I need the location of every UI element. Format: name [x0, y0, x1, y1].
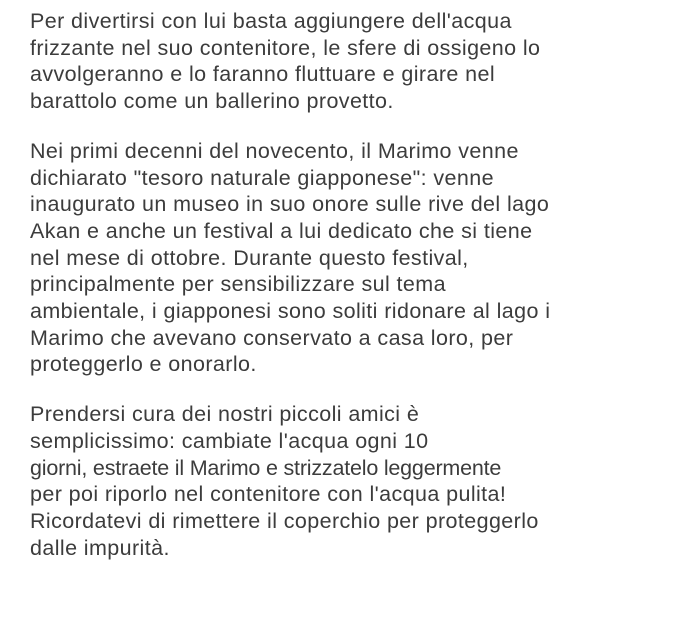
text-line: proteggerlo e onorarlo.: [30, 352, 257, 377]
text-line: Akan e anche un festival a lui dedicato che si tiene: [30, 218, 533, 243]
text-line: barattolo come un ballerino provetto.: [30, 89, 394, 114]
text-line: Prendersi cura dei nostri piccoli amici è: [30, 402, 420, 427]
text-line: Ricordatevi di rimettere il coperchio per proteggerlo: [30, 508, 539, 533]
paragraph-care: [30, 401, 694, 561]
text-line: Per divertirsi con lui basta aggiungere dell'acqua: [30, 9, 512, 33]
text-line: ambientale, i giapponesi sono soliti ridonare al lago i: [30, 299, 551, 324]
text-line: nel mese di ottobre. Durante questo festival,: [30, 245, 469, 270]
text-line: dichiarato "tesoro naturale giapponese": venne: [30, 165, 494, 190]
paragraph-history: [30, 138, 694, 378]
text-line: per poi riporlo nel contenitore con l'acqua pulita!: [30, 482, 507, 507]
paragraph-fun: [30, 8, 694, 115]
text-line: inaugurato un museo in suo onore sulle rive del lago: [30, 192, 550, 217]
text-line: giorni, estraete il Marimo e strizzatelo leggermente: [30, 455, 502, 480]
text-line: Nei primi decenni del novecento, il Marimo venne: [30, 138, 519, 163]
text-line: dalle impurità.: [30, 535, 170, 560]
text-line: Marimo che avevano conservato a casa loro, per: [30, 325, 514, 350]
text-line: principalmente per sensibilizzare sul tema: [30, 272, 446, 297]
text-line: avvolgeranno e lo faranno fluttuare e girare nel: [30, 62, 496, 87]
text-line: semplicissimo: cambiate l'acqua ogni 10: [30, 428, 429, 453]
text-line: frizzante nel suo contenitore, le sfere di ossigeno lo: [30, 35, 541, 60]
